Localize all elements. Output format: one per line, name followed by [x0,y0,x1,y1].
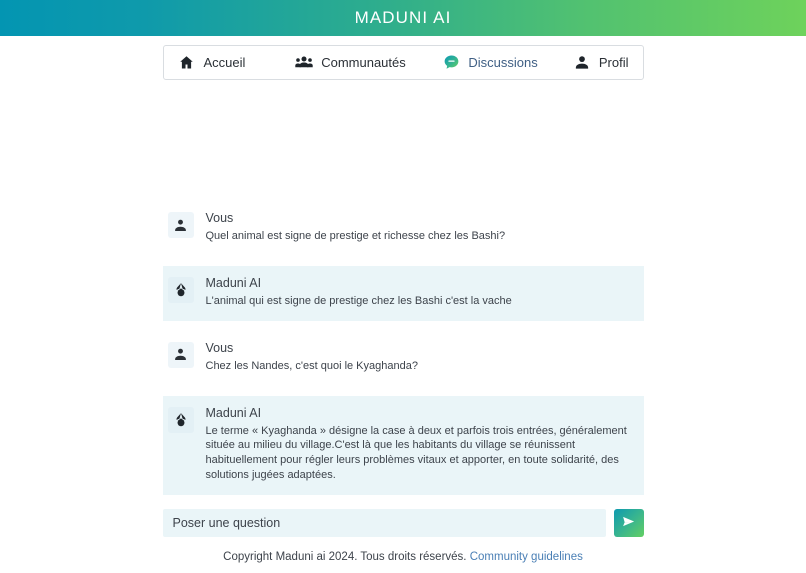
pen-nib-icon [168,407,194,433]
message-text: Quel animal est signe de prestige et richesse chez les Bashi? [205,230,506,243]
nav-item-profil[interactable] [573,54,629,72]
message-author: Vous [205,340,234,355]
chat-message-user [163,201,644,256]
composer [163,509,644,537]
message-author: Vous [205,211,234,226]
nav-label-communautes: Communautés [321,55,406,70]
nav-item-accueil[interactable] [178,54,246,72]
nav-item-communautes[interactable] [295,54,406,72]
pen-nib-icon [168,277,194,303]
nav-label-discussions: Discussions [468,55,538,70]
chat-message-assistant [163,396,644,495]
person-avatar-icon [168,212,194,238]
home-icon [178,54,196,72]
send-paper-plane-icon [621,514,636,532]
message-body [206,276,640,309]
chat-bubble-icon [442,54,460,72]
chat-message-assistant [163,266,644,321]
person-avatar-icon [168,342,194,368]
people-group-icon [295,54,313,72]
message-list [163,201,644,505]
main-navigation [163,45,644,80]
chat-message-user [163,331,644,386]
message-body [206,341,640,374]
question-input[interactable] [163,509,606,537]
nav-item-discussions[interactable] [442,54,537,72]
footer [0,551,806,563]
person-icon [573,54,591,72]
message-text: Le terme « Kyaghanda » désigne la case à deux et parfois trois entrées, généralement située au milieu du village.C'est là que les habitants du village se réunissent habituellement pour régler leurs problèmes vitaux et apporter, en toute solidarité, des solutions jugées adaptées. [205,424,627,482]
footer-copyright: Copyright Maduni ai 2024. Tous droits réservés. [223,551,467,563]
message-body [206,406,640,483]
nav-label-profil: Profil [598,55,629,70]
page-title: MADUNI AI [354,8,452,27]
message-author: Maduni AI [205,405,262,420]
nav-label-accueil: Accueil [203,55,246,70]
chat-area [0,95,806,505]
community-guidelines-link[interactable]: Community guidelines [469,551,583,563]
message-body [206,211,640,244]
nav-bar-wrapper [0,36,806,80]
send-button[interactable] [614,509,644,537]
app-header [0,0,806,36]
composer-wrapper [0,509,806,537]
message-author: Maduni AI [205,275,262,290]
message-text: Chez les Nandes, c'est quoi le Kyaghanda? [205,359,418,372]
message-text: L'animal qui est signe de prestige chez les Bashi c'est la vache [205,294,512,307]
